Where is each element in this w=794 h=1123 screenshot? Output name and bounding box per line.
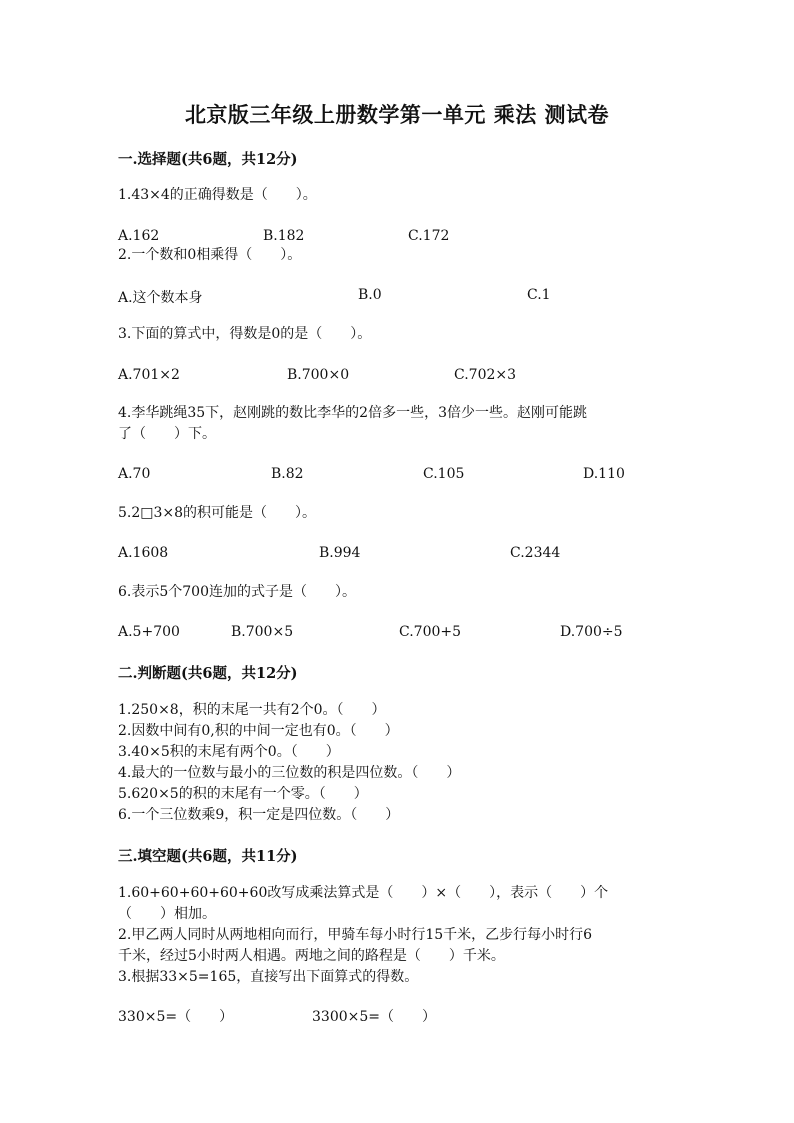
- option-c: C.2344: [510, 545, 561, 561]
- question-text: 3.下面的算式中，得数是0的是（ ）。: [118, 326, 372, 342]
- question-text: 6.表示5个700连加的式子是（ ）。: [118, 584, 356, 600]
- option-c: C.105: [423, 466, 465, 482]
- option-a: A.5+700: [118, 624, 180, 640]
- fill-blank: 3300×5=（ ）: [312, 1009, 436, 1025]
- judgement-item: 3.40×5积的末尾有两个0。（ ）: [118, 744, 340, 760]
- option-b: B.700×0: [287, 367, 350, 383]
- page-title: 北京版三年级上册数学第一单元 乘法 测试卷: [184, 102, 610, 127]
- question-text: 2.一个数和0相乘得（ ）。: [118, 247, 302, 263]
- option-a: A.70: [118, 466, 151, 482]
- fill-blank: 330×5=（ ）: [118, 1009, 234, 1025]
- section-heading-fill: 三.填空题(共6题，共11分): [118, 848, 298, 865]
- fill-question-line: 1.60+60+60+60+60改写成乘法算式是（ ）×（ ），表示（ ）个: [118, 885, 609, 901]
- option-d: D.700÷5: [560, 624, 623, 640]
- option-b: B.182: [263, 228, 305, 244]
- question-text-line: 4.李华跳绳35下，赵刚跳的数比李华的2倍多一些，3倍少一些。赵刚可能跳: [118, 405, 587, 421]
- question-text: 5.2□3×8的积可能是（ ）。: [118, 505, 317, 521]
- option-b: B.82: [271, 466, 304, 482]
- option-b: B.0: [358, 287, 382, 303]
- judgement-item: 4.最大的一位数与最小的三位数的积是四位数。（ ）: [118, 765, 461, 781]
- judgement-item: 6.一个三位数乘9，积一定是四位数。（ ）: [118, 807, 400, 823]
- option-c: C.1: [527, 287, 551, 303]
- option-c: C.700+5: [399, 624, 462, 640]
- judgement-item: 1.250×8，积的末尾一共有2个0。（ ）: [118, 702, 386, 718]
- option-a: A.1608: [118, 545, 169, 561]
- question-text: 1.43×4的正确得数是（ ）。: [118, 187, 317, 203]
- option-c: C.172: [408, 228, 450, 244]
- option-a: A.162: [118, 228, 160, 244]
- option-b: B.700×5: [231, 624, 294, 640]
- question-text-line: 了（ ）下。: [118, 426, 216, 442]
- fill-question-line: 2.甲乙两人同时从两地相向而行，甲骑车每小时行15千米，乙步行每小时行6: [118, 927, 593, 943]
- fill-question-line: 3.根据33×5=165，直接写出下面算式的得数。: [118, 969, 419, 985]
- judgement-item: 2.因数中间有0,积的中间一定也有0。（ ）: [118, 723, 399, 739]
- section-heading-judgement: 二.判断题(共6题，共12分): [118, 665, 298, 682]
- option-a: A.701×2: [118, 367, 180, 383]
- judgement-item: 5.620×5的积的末尾有一个零。（ ）: [118, 786, 368, 802]
- option-b: B.994: [319, 545, 361, 561]
- fill-question-line: 千米，经过5小时两人相遇。两地之间的路程是（ ）千米。: [118, 948, 505, 964]
- option-d: D.110: [583, 466, 625, 482]
- option-c: C.702×3: [454, 367, 517, 383]
- section-heading-choice: 一.选择题(共6题，共12分): [118, 151, 298, 168]
- option-a: A.这个数本身: [118, 290, 203, 306]
- fill-question-line: （ ）相加。: [118, 906, 216, 922]
